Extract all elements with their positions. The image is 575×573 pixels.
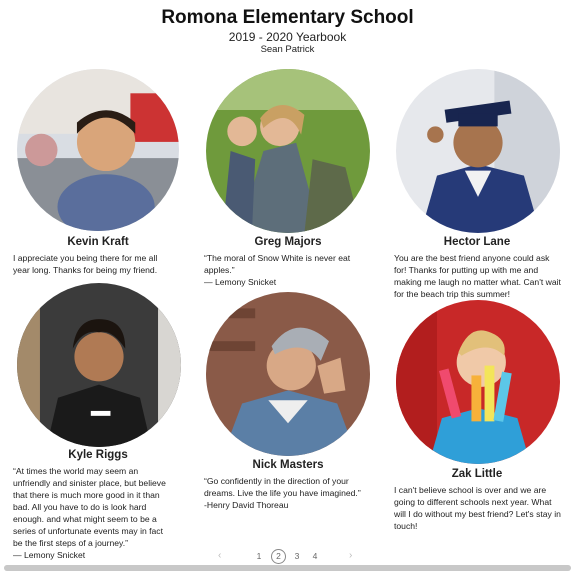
student-message: “At times the world may seem an unfriendly and sinister place, but believe that there is much more good in it than bad. All you have to do is look hard enough. and what might seem to be a series of unfortunate events may in fact be the first steps of a journey.” — Lemony Snicket <box>13 466 166 560</box>
student-message: “Go confidently in the direction of your dreams. Live the life you have imagined.” -Henry David Thoreau <box>204 476 361 510</box>
student-message: I appreciate you being there for me all year long. Thanks for being my friend. <box>13 253 158 275</box>
page-2-button[interactable]: 2 <box>271 549 286 564</box>
student-name: Kyle Riggs <box>68 449 128 461</box>
student-message: You are the best friend anyone could ask for! Thanks for putting up with me and making me laugh no matter what. Can't wait for the beach trip this summer! <box>394 253 561 299</box>
student-name: Greg Majors <box>254 236 322 248</box>
student-name: Nick Masters <box>252 459 324 471</box>
next-page-button[interactable]: › <box>349 550 353 561</box>
page-3-button[interactable]: 3 <box>294 551 300 561</box>
page-4-button[interactable]: 4 <box>312 551 318 561</box>
prev-page-button[interactable]: ‹ <box>218 550 222 561</box>
scrollbar-thumb[interactable] <box>4 565 571 571</box>
yearbook-subtitle: 2019 - 2020 Yearbook <box>228 30 347 44</box>
student-photo <box>396 300 560 464</box>
student-name: Hector Lane <box>443 236 511 248</box>
page-1-button[interactable]: 1 <box>256 551 262 561</box>
student-name: Zak Little <box>451 468 503 480</box>
student-message: “The moral of Snow White is never eat apples.” — Lemony Snicket <box>204 253 351 287</box>
student-photo <box>206 292 370 456</box>
student-photo <box>206 69 370 233</box>
student-photo <box>17 283 181 447</box>
page-title: Romona Elementary School <box>161 7 414 28</box>
horizontal-scrollbar[interactable] <box>4 565 571 571</box>
student-name: Kevin Kraft <box>67 236 129 248</box>
student-message: I can't believe school is over and we are going to different schools next year. What will I do without my best friend? Let's stay in touch! <box>394 485 561 531</box>
author-name: Sean Patrick <box>260 44 315 55</box>
student-photo <box>396 69 560 233</box>
student-photo <box>17 69 179 231</box>
pagination <box>0 548 575 564</box>
